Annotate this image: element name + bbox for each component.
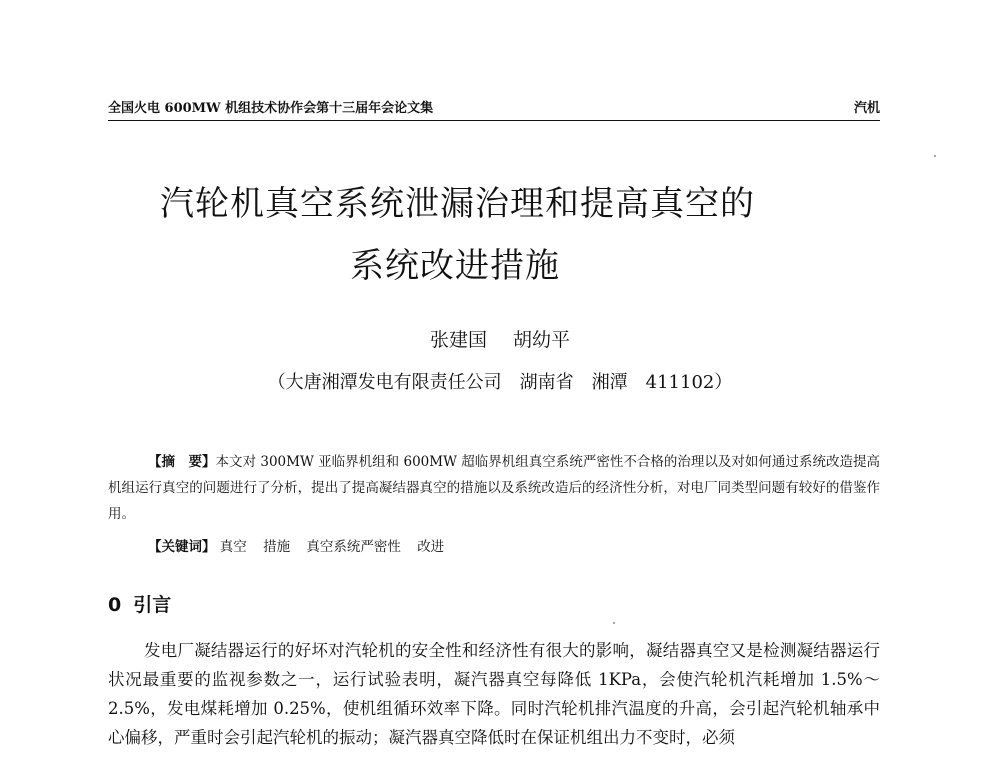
keyword: 真空	[219, 539, 247, 555]
scan-speck	[934, 155, 936, 157]
scan-speck	[613, 622, 615, 624]
author-affiliation: （大唐湘潭发电有限责任公司 湖南省 湘潭 411102）	[267, 372, 733, 393]
author-list	[0, 328, 1000, 352]
author-name: 张建国	[429, 329, 487, 351]
keywords	[148, 536, 880, 558]
section-number: 0	[108, 594, 122, 616]
paper-title-line-2: 系统改进措施	[350, 246, 560, 286]
author-name: 胡幼平	[513, 329, 571, 351]
abstract-text: 本文对 300MW 亚临界机组和 600MW 超临界机组真空系统严密性不合格的治理以及对如何通过系统改造提高机组运行真空的问题进行了分析，提出了提高凝结器真空的措施以及系统改造后的经济性分析，对电厂同类型问题有较好的借鉴作用。	[108, 454, 880, 522]
paper-title-line-1: 汽轮机真空系统泄漏治理和提高真空的	[160, 184, 755, 224]
abstract	[108, 449, 880, 527]
abstract-label: 【摘 要】	[148, 454, 216, 470]
header-rule	[108, 120, 880, 121]
keyword: 改进	[417, 539, 445, 555]
keyword: 措施	[263, 539, 291, 555]
keywords-label: 【关键词】	[148, 539, 216, 555]
section-title: 引言	[133, 594, 172, 616]
introduction-paragraph: 发电厂凝结器运行的好坏对汽轮机的安全性和经济性有很大的影响，凝结器真空又是检测凝结器运行状况最重要的监视参数之一，运行试验表明，凝汽器真空每降低 1KPa，会使汽轮机汽耗增加 1.5%～2.5%，发电煤耗增加 0.25%，使机组循环效率下降。同时汽轮机排汽温度的升高，会引起汽轮机轴承中心偏移，严重时会引起汽轮机的振动；凝汽器真空降低时在保证机组出力不变时，必须	[108, 641, 880, 747]
running-header	[108, 101, 880, 117]
section-heading	[108, 593, 171, 617]
keyword: 真空系统严密性	[306, 539, 401, 555]
conference-name: 全国火电 600MW 机组技术协作会第十三届年会论文集	[108, 101, 434, 116]
section-label: 汽机	[853, 101, 880, 116]
